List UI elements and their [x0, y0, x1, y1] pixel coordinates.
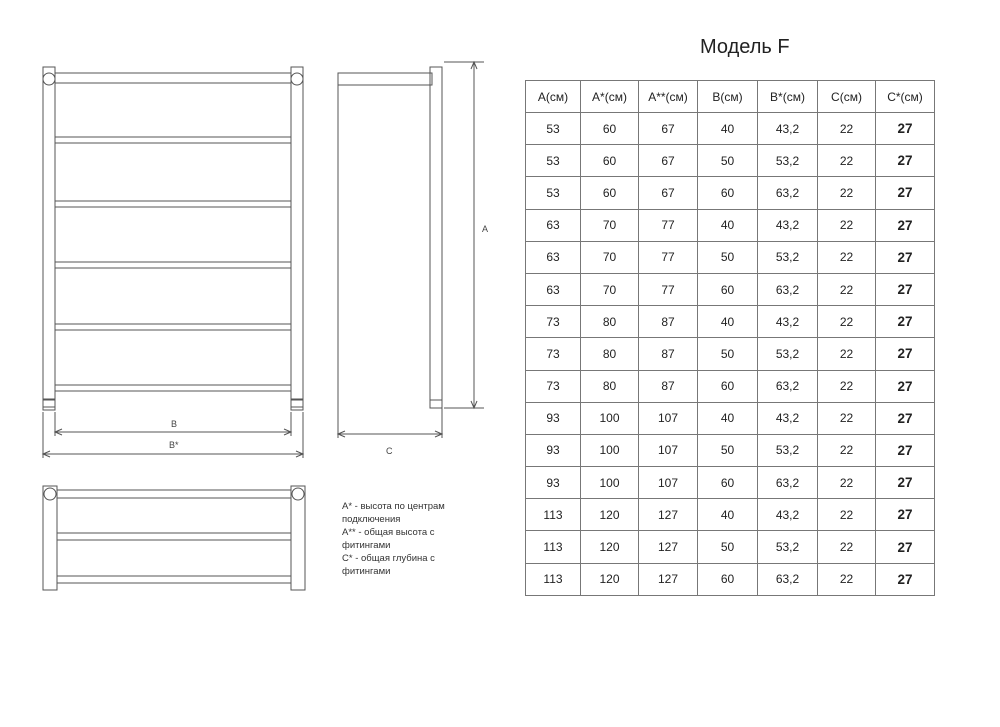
table-cell: 22 — [818, 467, 876, 499]
table-cell: 70 — [581, 273, 639, 305]
table-cell: 77 — [639, 209, 698, 241]
table-row — [526, 145, 935, 177]
table-cell: 22 — [818, 273, 876, 305]
table-cell: 107 — [639, 402, 698, 434]
table-cell: 80 — [581, 306, 639, 338]
header-cell: C(см) — [818, 81, 876, 113]
table-cell: 113 — [526, 499, 581, 531]
header-cell: A**(см) — [639, 81, 698, 113]
table-row — [526, 467, 935, 499]
header-cell: B(см) — [698, 81, 758, 113]
table-row — [526, 499, 935, 531]
table-cell: 63 — [526, 209, 581, 241]
table-cell: 73 — [526, 370, 581, 402]
table-cell: 27 — [876, 402, 935, 434]
table-row — [526, 113, 935, 145]
table-cell: 60 — [581, 177, 639, 209]
table-cell: 87 — [639, 338, 698, 370]
table-cell: 40 — [698, 209, 758, 241]
table-cell: 27 — [876, 370, 935, 402]
note-line: A* - высота по центрам — [342, 501, 445, 512]
table-cell: 73 — [526, 306, 581, 338]
label-width-b-star: B* — [169, 440, 179, 450]
table-cell: 22 — [818, 241, 876, 273]
table-cell: 22 — [818, 113, 876, 145]
table-row — [526, 402, 935, 434]
table-cell: 27 — [876, 306, 935, 338]
header-cell: A(см) — [526, 81, 581, 113]
table-cell: 50 — [698, 241, 758, 273]
table-cell: 73 — [526, 338, 581, 370]
table-cell: 93 — [526, 434, 581, 466]
table-cell: 60 — [698, 563, 758, 595]
table-cell: 27 — [876, 241, 935, 273]
table-cell: 127 — [639, 499, 698, 531]
table-cell: 22 — [818, 177, 876, 209]
table-cell: 60 — [581, 145, 639, 177]
table-cell: 87 — [639, 370, 698, 402]
table-cell: 27 — [876, 563, 935, 595]
table-cell: 53,2 — [758, 241, 818, 273]
table-cell: 22 — [818, 370, 876, 402]
table-cell: 50 — [698, 338, 758, 370]
table-cell: 27 — [876, 273, 935, 305]
table-cell: 63,2 — [758, 273, 818, 305]
table-cell: 127 — [639, 563, 698, 595]
table-cell: 53 — [526, 145, 581, 177]
table-cell: 70 — [581, 241, 639, 273]
table-cell: 27 — [876, 434, 935, 466]
table-cell: 63,2 — [758, 467, 818, 499]
table-cell: 43,2 — [758, 113, 818, 145]
table-cell: 53,2 — [758, 338, 818, 370]
table-cell: 67 — [639, 177, 698, 209]
table-cell: 27 — [876, 177, 935, 209]
table-cell: 22 — [818, 531, 876, 563]
table-cell: 63,2 — [758, 563, 818, 595]
note-line: C* - общая глубина с — [342, 553, 435, 564]
model-title: Модель F — [700, 36, 790, 58]
table-cell: 53,2 — [758, 434, 818, 466]
table-cell: 27 — [876, 145, 935, 177]
table-cell: 22 — [818, 499, 876, 531]
table-cell: 80 — [581, 370, 639, 402]
table-cell: 77 — [639, 273, 698, 305]
table-cell: 67 — [639, 113, 698, 145]
table-cell: 60 — [698, 370, 758, 402]
table-header-row — [526, 81, 935, 113]
note-line: A** - общая высота с — [342, 527, 435, 538]
table-cell: 107 — [639, 434, 698, 466]
table-cell: 100 — [581, 402, 639, 434]
dimension-notes — [342, 500, 482, 578]
table-cell: 50 — [698, 434, 758, 466]
table-cell: 27 — [876, 113, 935, 145]
table-cell: 100 — [581, 434, 639, 466]
table-row — [526, 306, 935, 338]
table-row — [526, 563, 935, 595]
table-cell: 50 — [698, 145, 758, 177]
table-cell: 100 — [581, 467, 639, 499]
table-row — [526, 370, 935, 402]
table-cell: 22 — [818, 145, 876, 177]
table-cell: 67 — [639, 145, 698, 177]
table-cell: 43,2 — [758, 499, 818, 531]
table-cell: 43,2 — [758, 402, 818, 434]
table-cell: 40 — [698, 402, 758, 434]
table-cell: 22 — [818, 338, 876, 370]
table-row — [526, 177, 935, 209]
note-line: фитингами — [342, 540, 391, 551]
table-cell: 27 — [876, 531, 935, 563]
table-cell: 120 — [581, 531, 639, 563]
spec-table — [525, 80, 935, 596]
table-cell: 22 — [818, 402, 876, 434]
table-cell: 43,2 — [758, 306, 818, 338]
table-cell: 63,2 — [758, 177, 818, 209]
table-cell: 80 — [581, 338, 639, 370]
table-row — [526, 241, 935, 273]
table-cell: 60 — [698, 467, 758, 499]
table-row — [526, 531, 935, 563]
table-cell: 93 — [526, 402, 581, 434]
header-cell: B*(см) — [758, 81, 818, 113]
label-depth-c: C — [386, 446, 393, 456]
table-cell: 22 — [818, 563, 876, 595]
table-cell: 22 — [818, 306, 876, 338]
table-cell: 43,2 — [758, 209, 818, 241]
table-cell: 87 — [639, 306, 698, 338]
table-cell: 27 — [876, 467, 935, 499]
table-cell: 70 — [581, 209, 639, 241]
table-cell: 22 — [818, 209, 876, 241]
table-cell: 40 — [698, 113, 758, 145]
table-cell: 107 — [639, 467, 698, 499]
top-view-drawing — [43, 486, 305, 590]
table-cell: 127 — [639, 531, 698, 563]
table-row — [526, 434, 935, 466]
label-width-b: B — [171, 419, 178, 429]
table-cell: 60 — [698, 273, 758, 305]
table-cell: 120 — [581, 563, 639, 595]
table-cell: 77 — [639, 241, 698, 273]
table-cell: 120 — [581, 499, 639, 531]
table-cell: 53 — [526, 177, 581, 209]
front-view-drawing — [43, 67, 303, 410]
note-line: фитингами — [342, 566, 391, 577]
table-cell: 53,2 — [758, 531, 818, 563]
table-cell: 60 — [698, 177, 758, 209]
table-cell: 113 — [526, 563, 581, 595]
label-height-a: A — [482, 224, 489, 234]
table-cell: 27 — [876, 338, 935, 370]
table-cell: 60 — [581, 113, 639, 145]
table-cell: 22 — [818, 434, 876, 466]
note-line: подключения — [342, 514, 401, 525]
table-cell: 50 — [698, 531, 758, 563]
table-cell: 63 — [526, 241, 581, 273]
header-cell: A*(см) — [581, 81, 639, 113]
table-row — [526, 209, 935, 241]
table-cell: 40 — [698, 306, 758, 338]
table-cell: 53,2 — [758, 145, 818, 177]
table-cell: 27 — [876, 499, 935, 531]
table-cell: 63,2 — [758, 370, 818, 402]
table-cell: 113 — [526, 531, 581, 563]
table-cell: 53 — [526, 113, 581, 145]
side-view-drawing — [338, 62, 484, 438]
table-cell: 27 — [876, 209, 935, 241]
table-cell: 40 — [698, 499, 758, 531]
table-row — [526, 273, 935, 305]
table-cell: 93 — [526, 467, 581, 499]
header-cell: C*(см) — [876, 81, 935, 113]
table-cell: 63 — [526, 273, 581, 305]
table-row — [526, 338, 935, 370]
